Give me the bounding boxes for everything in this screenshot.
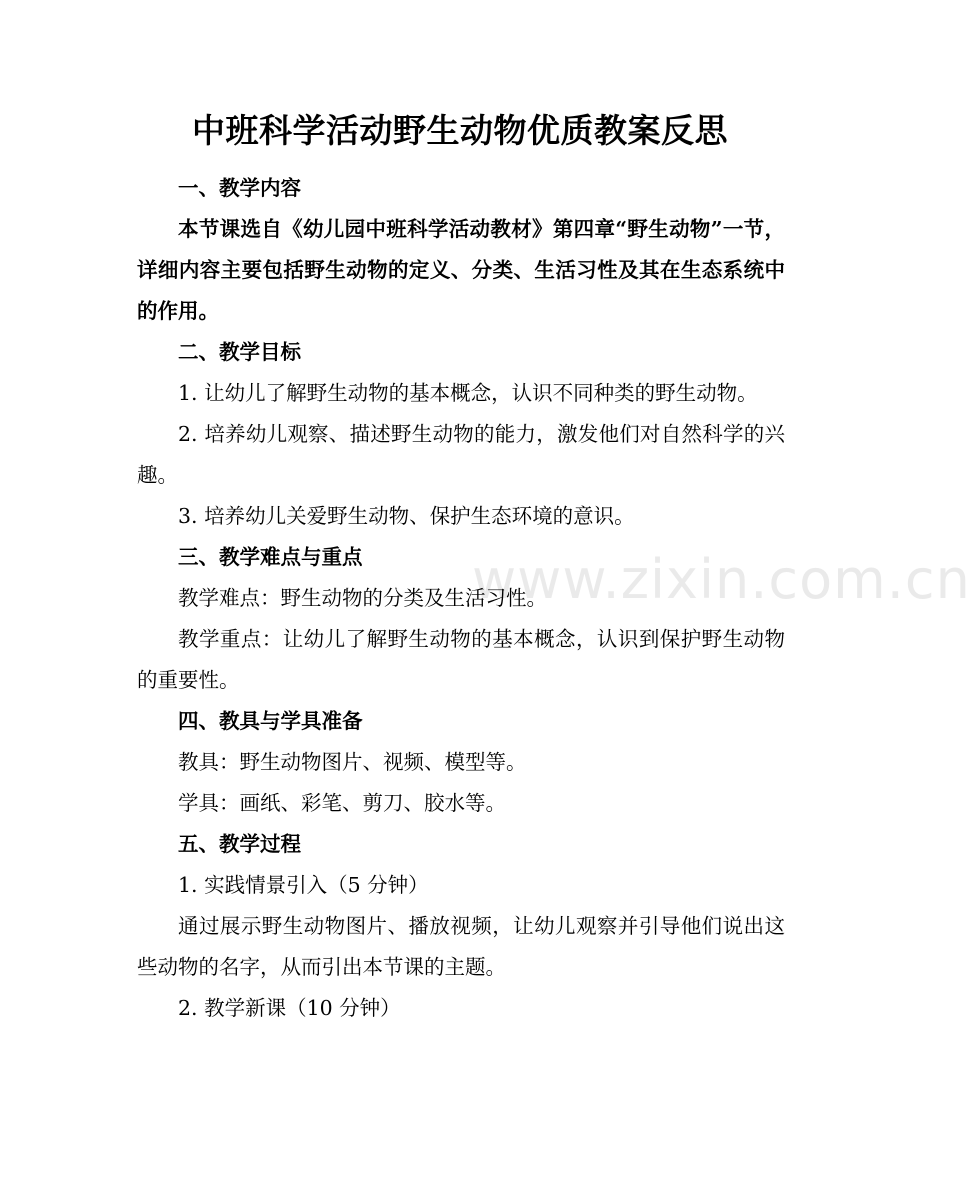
section-heading-process: 五、教学过程 (178, 832, 301, 856)
content-paragraph: 本节课选自《幼儿园中班科学活动教材》第四章“野生动物”一节，详细内容主要包括野生动物的定义、分类、生活习性及其在生态系统中的作用。 (137, 217, 785, 323)
section-heading-content: 一、教学内容 (178, 176, 301, 200)
watermark: www.zixin.com.cn (472, 548, 971, 611)
learning-aids-paragraph: 学具：画纸、彩笔、剪刀、胶水等。 (178, 791, 506, 815)
objective-item-3: 3. 培养幼儿关爱野生动物、保护生态环境的意识。 (178, 504, 635, 528)
process-item-1: 1. 实践情景引入（5 分钟） (178, 873, 429, 897)
teaching-aids-paragraph: 教具：野生动物图片、视频、模型等。 (178, 750, 527, 774)
difficulty-paragraph: 教学难点：野生动物的分类及生活习性。 (178, 586, 547, 610)
section-heading-difficulties: 三、教学难点与重点 (178, 545, 363, 569)
document-title: 中班科学活动野生动物优质教案反思 (192, 111, 728, 150)
process-item-2: 2. 教学新课（10 分钟） (178, 996, 401, 1020)
process-paragraph-1: 通过展示野生动物图片、播放视频，让幼儿观察并引导他们说出这些动物的名字，从而引出本节课的主题。 (137, 914, 785, 979)
keypoint-paragraph: 教学重点：让幼儿了解野生动物的基本概念，认识到保护野生动物的重要性。 (137, 627, 785, 692)
objective-item-1: 1. 让幼儿了解野生动物的基本概念，认识不同种类的野生动物。 (178, 381, 758, 405)
section-heading-objectives: 二、教学目标 (178, 340, 301, 364)
section-heading-materials: 四、教具与学具准备 (178, 709, 363, 733)
objective-item-2: 2. 培养幼儿观察、描述野生动物的能力，激发他们对自然科学的兴趣。 (137, 422, 785, 487)
document-body (137, 168, 785, 1029)
